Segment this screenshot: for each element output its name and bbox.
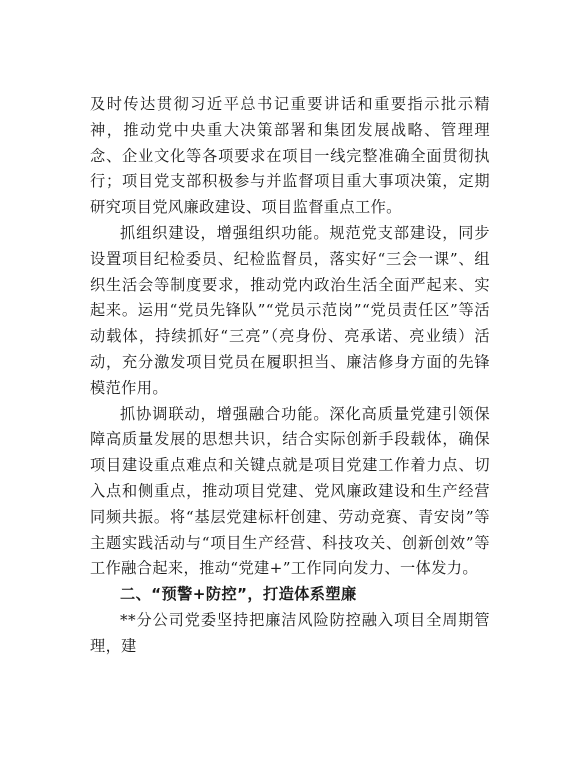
- paragraph-coordination-linkage: 抓协调联动，增强融合功能。深化高质量党建引领保障高质量发展的思想共识，结合实际创新手段载体，确保项目建设重点难点和关键点就是项目党建工作着力点、切入点和侧重点，推动项目党建、党风廉政建设和生产经营同频共振。将“基层党建标杆创建、劳动竞赛、青安岗”等主题实践活动与“项目生产经营、科技攻关、创新创效”等工作融合起来，推动“党建+”工作同向发力、一体发力。: [90, 404, 490, 578]
- paragraph-risk-prevention: **分公司党委坚持把廉洁风险防控融入项目全周期管理，建: [90, 610, 490, 655]
- section-heading: 二、“预警+防控”，打造体系塑廉: [120, 585, 357, 604]
- document-body: [90, 92, 490, 660]
- paragraph-organization-building: 抓组织建设，增强组织功能。规范党支部建设，同步设置项目纪检委员、纪检监督员，落实好“三会一课”、组织生活会等制度要求，推动党内政治生活全面严起来、实起来。运用“党员先锋队”“党员示范岗”“党员责任区”等活动载体，持续抓好“三亮”（亮身份、亮承诺、亮业绩）活动，充分激发项目党员在履职担当、廉洁修身方面的先锋模范作用。: [90, 223, 490, 397]
- paragraph-continued: 及时传达贯彻习近平总书记重要讲话和重要指示批示精神，推动党中央重大决策部署和集团发展战略、管理理念、企业文化等各项要求在项目一线完整准确全面贯彻执行；项目党支部积极参与并监督项目重大事项决策，定期研究项目党风廉政建设、项目监督重点工作。: [90, 95, 490, 217]
